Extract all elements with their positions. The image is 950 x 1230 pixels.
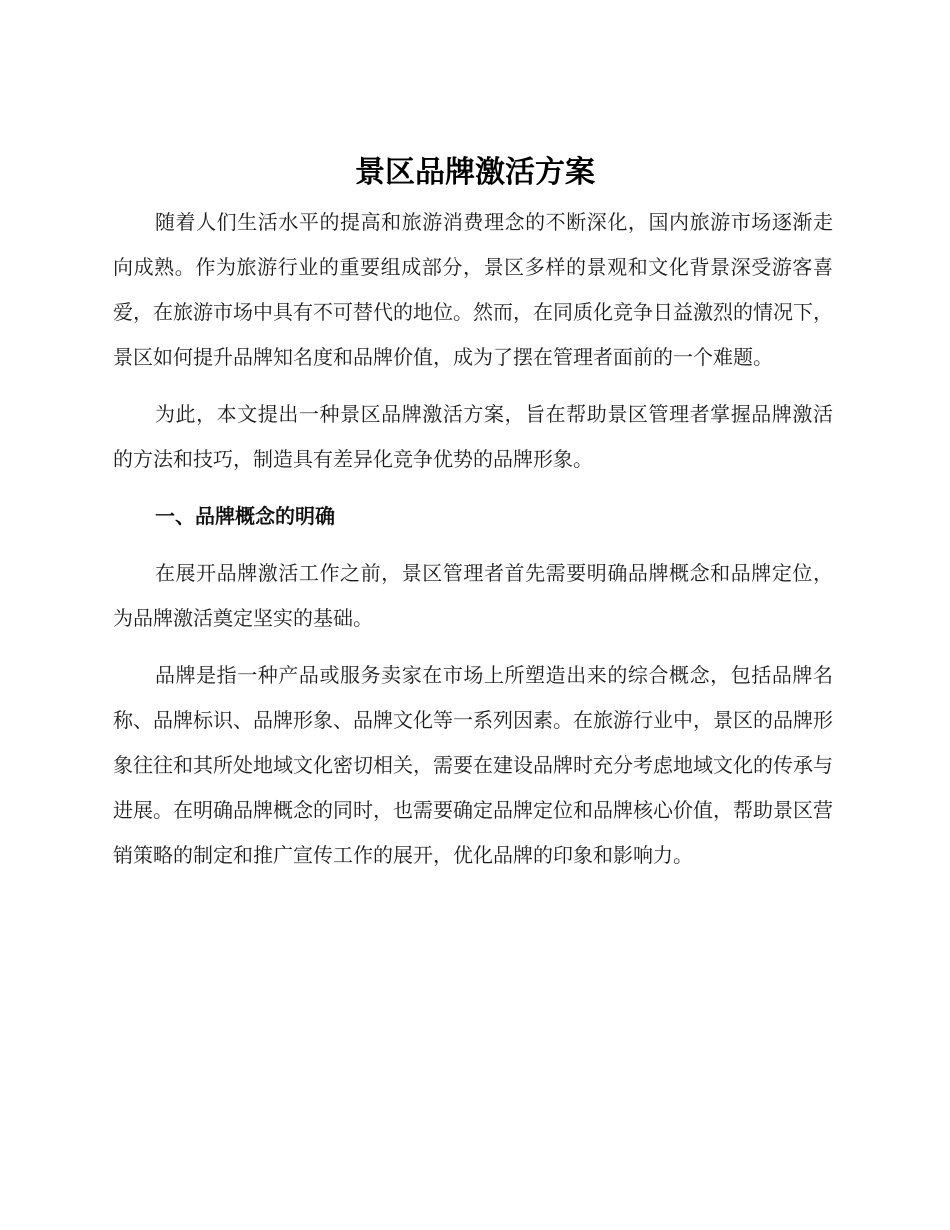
- intro-paragraph-2: 为此，本文提出一种景区品牌激活方案，旨在帮助景区管理者掌握品牌激活的方法和技巧，制造具有差异化竞争优势的品牌形象。: [113, 402, 833, 471]
- section1-paragraph-2: 品牌是指一种产品或服务卖家在市场上所塑造出来的综合概念，包括品牌名称、品牌标识、品牌形象、品牌文化等一系列因素。在旅游行业中，景区的品牌形象往往和其所处地域文化密切相关，需要在建设品牌时充分考虑地域文化的传承与进展。在明确品牌概念的同时，也需要确定品牌定位和品牌核心价值，帮助景区营销策略的制定和推广宣传工作的展开，优化品牌的印象和影响力。: [113, 663, 833, 867]
- section1-paragraph-1: 在展开品牌激活工作之前，景区管理者首先需要明确品牌概念和品牌定位，为品牌激活奠定坚实的基础。: [113, 561, 833, 630]
- intro-paragraph-1: 随着人们生活水平的提高和旅游消费理念的不断深化，国内旅游市场逐渐走向成熟。作为旅游行业的重要组成部分，景区多样的景观和文化背景深受游客喜爱，在旅游市场中具有不可替代的地位。然而，在同质化竞争日益激烈的情况下，景区如何提升品牌知名度和品牌价值，成为了摆在管理者面前的一个难题。: [113, 210, 833, 369]
- document-body: [113, 200, 833, 890]
- document-title: 景区品牌激活方案: [355, 155, 595, 190]
- section-heading-1: 一、品牌概念的明确: [155, 504, 335, 528]
